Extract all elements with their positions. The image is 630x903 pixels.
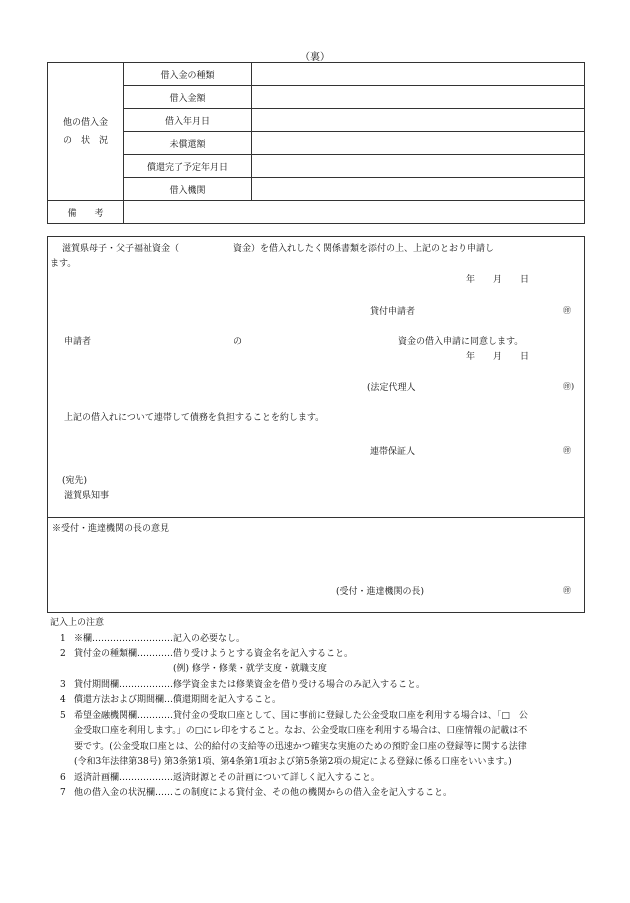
guarantor-label: 連帯保証人 (370, 447, 416, 457)
loan-date-field[interactable] (252, 109, 585, 132)
page-side-label: （裏） (300, 52, 330, 63)
legal-representative-seal-icon: ㊞) (563, 382, 575, 391)
loan-type-label: 借入金の種類 (124, 63, 252, 86)
table-row (48, 86, 585, 109)
agency-head-label: (受付・進達機関の長) (336, 587, 425, 597)
table-row (48, 63, 585, 86)
table-row (48, 155, 585, 178)
repayment-end-date-field[interactable] (252, 155, 585, 178)
application-intro-line2: ます。 (50, 259, 77, 269)
note-item: 金受取口座を利用します。」の□にレ印をすること。なお、公金受取口座を利用する場合は、口座情報の記載は不 (74, 726, 528, 736)
table-row (48, 178, 585, 201)
application-date[interactable]: 年 月 日 (466, 275, 530, 285)
opinion-title: ※受付・進達機関の長の意見 (52, 524, 170, 534)
loan-amount-label: 借入金額 (124, 86, 252, 109)
applicant-label: 貸付申請者 (370, 307, 416, 317)
note-item: 2 貸付金の種類欄…………借り受けようとする資金名を記入すること。 (60, 649, 354, 659)
joint-guarantee-text: 上記の借入れについて連帯して債務を負担することを約します。 (64, 413, 325, 423)
addressee-label: (宛先) (62, 476, 88, 486)
application-intro-line1: 滋賀県母子・父子福祉資金（ 資金）を借入れしたく関係書類を添付の上、上記のとおり申請し (62, 244, 495, 254)
note-item: (例) 修学・修業・就学支度・就職支度 (74, 664, 327, 674)
consent-text: 資金の借入申請に同意します。 (398, 337, 524, 347)
note-item: 4 償還方法および期間欄…償還期間を記入すること。 (60, 695, 282, 705)
loan-type-field[interactable] (252, 63, 585, 86)
note-item: 5 希望金融機関欄…………貸付金の受取口座として、国に事前に登録した公金受取口座を利用する場合は、「□ 公 (60, 711, 528, 721)
applicant-seal-icon: ㊞ (563, 306, 571, 315)
table-row (48, 132, 585, 155)
unpaid-amount-field[interactable] (252, 132, 585, 155)
repayment-end-date-label: 償還完了予定年月日 (124, 155, 252, 178)
loan-amount-field[interactable] (252, 86, 585, 109)
remarks-label: 備 考 (48, 201, 124, 224)
note-item: (令和3年法律第38号) 第3条第1項、第4条第1項および第5条第2項の規定による登録に係る口座をいいます。) (74, 757, 512, 767)
other-loans-table (47, 62, 585, 224)
legal-representative-label: (法定代理人 (367, 383, 416, 393)
notes-title: 記入上の注意 (50, 618, 105, 628)
agency-head-seal-icon: ㊞ (563, 586, 571, 595)
table-row (48, 201, 585, 224)
table-row (48, 109, 585, 132)
note-item: 6 返済計画欄………………返済財源とその計画について詳しく記入すること。 (60, 773, 380, 783)
note-item: 要です。(公金受取口座とは、公的給付の支給等の迅速かつ確実な実施のための預貯金口座の登録等に関する法律 (74, 742, 527, 752)
note-item: 3 貸付期間欄………………修学資金または修業資金を借り受ける場合のみ記入すること。 (60, 680, 426, 690)
unpaid-amount-label: 未償還額 (124, 132, 252, 155)
lender-field[interactable] (252, 178, 585, 201)
other-loans-group-label: 他の借入金 の 状 況 (48, 63, 124, 201)
guarantor-seal-icon: ㊞ (563, 446, 571, 455)
note-item: 1 ※欄………………………記入の必要なし。 (60, 634, 246, 644)
remarks-field[interactable] (124, 201, 585, 224)
consent-date[interactable]: 年 月 日 (466, 352, 530, 362)
consent-applicant-label: 申請者 (64, 337, 92, 347)
addressee: 滋賀県知事 (64, 491, 110, 501)
consent-of-label: の (233, 337, 243, 347)
lender-label: 借入機関 (124, 178, 252, 201)
loan-date-label: 借入年月日 (124, 109, 252, 132)
note-item: 7 他の借入金の状況欄……この制度による貸付金、その他の機関からの借入金を記入すること。 (60, 788, 453, 798)
